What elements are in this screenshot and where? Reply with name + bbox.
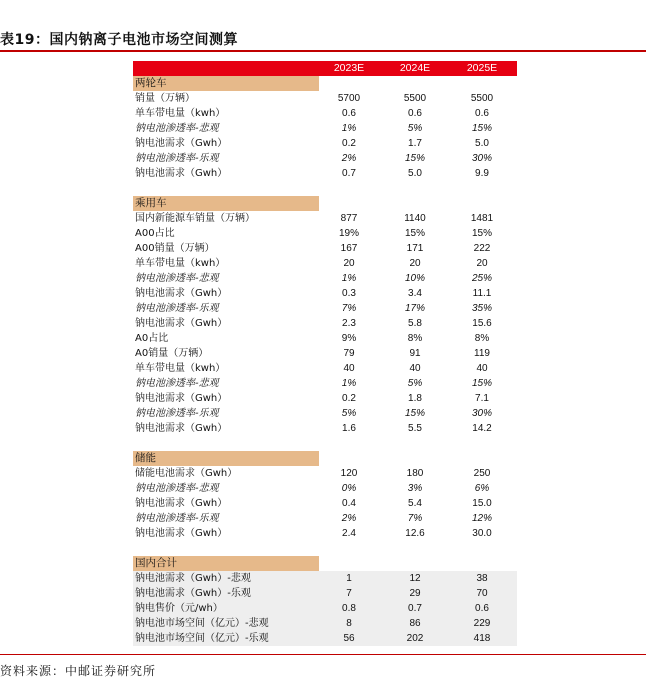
cell-value: 0.6 — [475, 603, 489, 614]
cell-value: 14.2 — [472, 423, 492, 434]
cell-value: 0.4 — [342, 498, 356, 509]
table-row — [133, 526, 517, 541]
cell-value: 17% — [404, 303, 425, 314]
cell-value: 0.6 — [475, 108, 489, 119]
cell-value: 20 — [409, 258, 421, 269]
cell-value: 12 — [409, 573, 421, 584]
cell-value: 2% — [341, 513, 357, 524]
cell-value: 11.1 — [472, 288, 492, 299]
table-row — [133, 241, 517, 256]
cell-value: 0.3 — [342, 288, 356, 299]
cell-value: 0.2 — [342, 393, 356, 404]
cell-value: 70 — [476, 588, 488, 599]
cell-value: 877 — [340, 213, 358, 224]
column-header-2025e: 2025E — [466, 62, 498, 74]
table-row — [133, 631, 517, 646]
cell-value: 25% — [471, 273, 492, 284]
cell-value: 0% — [341, 483, 357, 494]
row-label: 钠电池需求（Gwh） — [135, 138, 228, 149]
table-row — [133, 481, 517, 496]
cell-value: 86 — [409, 618, 421, 629]
table-row — [133, 166, 517, 181]
cell-value: 79 — [343, 348, 355, 359]
cell-value: 7% — [407, 513, 423, 524]
cell-value: 2.4 — [342, 528, 356, 539]
cell-value: 15% — [471, 228, 492, 239]
table-row — [133, 511, 517, 526]
table-row — [133, 601, 517, 616]
cell-value: 2% — [341, 153, 357, 164]
table-row — [133, 226, 517, 241]
cell-value: 15% — [471, 123, 492, 134]
section-spacer — [133, 181, 517, 196]
section-label: 乘用车 — [133, 196, 319, 211]
cell-value: 8 — [346, 618, 352, 629]
row-label: 储能电池需求（Gwh） — [135, 468, 238, 479]
cell-value: 1.6 — [342, 423, 356, 434]
cell-value: 30.0 — [472, 528, 492, 539]
table-row — [133, 91, 517, 106]
row-label: 钠电池需求（Gwh） — [135, 168, 228, 179]
cell-value: 5% — [407, 378, 423, 389]
row-label: 钠电池渗透率-乐观 — [135, 153, 219, 164]
table-row — [133, 151, 517, 166]
table-row — [133, 316, 517, 331]
section-spacer — [133, 436, 517, 451]
cell-value: 1.8 — [408, 393, 422, 404]
table-row — [133, 376, 517, 391]
cell-value: 180 — [406, 468, 424, 479]
cell-value: 0.2 — [342, 138, 356, 149]
table-row — [133, 256, 517, 271]
section-label: 国内合计 — [133, 556, 319, 571]
cell-value: 12% — [471, 513, 492, 524]
row-label: 钠电池需求（Gwh） — [135, 393, 228, 404]
cell-value: 229 — [473, 618, 491, 629]
row-label: 销量（万辆） — [135, 93, 195, 104]
cell-value: 0.7 — [342, 168, 356, 179]
row-label: 钠电池需求（Gwh）-乐观 — [135, 588, 251, 599]
section-label: 储能 — [133, 451, 319, 466]
cell-value: 2.3 — [342, 318, 356, 329]
row-label: A0占比 — [135, 333, 169, 344]
cell-value: 1140 — [404, 213, 426, 224]
table-row — [133, 211, 517, 226]
bottom-divider — [0, 654, 646, 655]
row-label: A00占比 — [135, 228, 175, 239]
cell-value: 5.0 — [475, 138, 489, 149]
cell-value: 418 — [473, 633, 491, 644]
cell-value: 167 — [340, 243, 358, 254]
table-row — [133, 106, 517, 121]
cell-value: 1481 — [470, 213, 494, 224]
row-label: 钠电池需求（Gwh） — [135, 498, 228, 509]
row-label: 钠电池渗透率-悲观 — [135, 378, 219, 389]
cell-value: 12.6 — [405, 528, 425, 539]
table-row — [133, 361, 517, 376]
cell-value: 5% — [407, 123, 423, 134]
cell-value: 1% — [341, 378, 357, 389]
row-label: A00销量（万辆） — [135, 243, 215, 254]
table-title-bar — [0, 26, 646, 52]
cell-value: 202 — [406, 633, 424, 644]
cell-value: 119 — [474, 348, 490, 359]
cell-value: 5.4 — [408, 498, 422, 509]
cell-value: 40 — [343, 363, 355, 374]
row-label: 钠电池渗透率-乐观 — [135, 513, 219, 524]
row-label: 钠电池需求（Gwh） — [135, 423, 228, 434]
cell-value: 20 — [476, 258, 488, 269]
cell-value: 35% — [471, 303, 492, 314]
cell-value: 5.8 — [408, 318, 422, 329]
cell-value: 15.6 — [472, 318, 492, 329]
cell-value: 5% — [341, 408, 357, 419]
table-row — [133, 346, 517, 361]
cell-value: 0.8 — [342, 603, 356, 614]
cell-value: 1% — [341, 123, 357, 134]
row-label: 钠电池渗透率-悲观 — [135, 123, 219, 134]
title-divider — [0, 50, 646, 52]
table-title: 表19：国内钠离子电池市场空间测算 — [0, 32, 238, 48]
cell-value: 1% — [341, 273, 357, 284]
row-label: 钠电售价（元/wh） — [135, 603, 223, 614]
cell-value: 5500 — [470, 93, 494, 104]
cell-value: 7 — [346, 588, 352, 599]
row-label: 钠电池渗透率-乐观 — [135, 303, 219, 314]
cell-value: 1 — [346, 573, 352, 584]
row-label: 钠电池渗透率-悲观 — [135, 483, 219, 494]
row-label: 钠电池渗透率-乐观 — [135, 408, 219, 419]
cell-value: 1.7 — [408, 138, 422, 149]
cell-value: 15% — [404, 153, 425, 164]
cell-value: 38 — [476, 573, 488, 584]
cell-value: 10% — [404, 273, 425, 284]
cell-value: 8% — [474, 333, 490, 344]
row-label: 钠电池市场空间（亿元）-悲观 — [135, 618, 269, 629]
cell-value: 19% — [338, 228, 359, 239]
cell-value: 30% — [471, 153, 492, 164]
data-table — [133, 61, 517, 646]
cell-value: 15% — [471, 378, 492, 389]
table-row — [133, 466, 517, 481]
cell-value: 6% — [474, 483, 490, 494]
cell-value: 3% — [407, 483, 423, 494]
cell-value: 40 — [409, 363, 421, 374]
table-row — [133, 406, 517, 421]
cell-value: 40 — [476, 363, 488, 374]
row-label: 钠电池需求（Gwh） — [135, 288, 228, 299]
table-row — [133, 286, 517, 301]
cell-value: 9.9 — [475, 168, 489, 179]
cell-value: 30% — [471, 408, 492, 419]
table-row — [133, 331, 517, 346]
row-label: A0销量（万辆） — [135, 348, 209, 359]
column-header-2023e: 2023E — [333, 62, 365, 74]
row-label: 钠电池需求（Gwh） — [135, 528, 228, 539]
row-label: 钠电池需求（Gwh）-悲观 — [135, 573, 251, 584]
cell-value: 0.6 — [342, 108, 356, 119]
row-label: 钠电池渗透率-悲观 — [135, 273, 219, 284]
table-row — [133, 496, 517, 511]
cell-value: 222 — [473, 243, 491, 254]
cell-value: 3.4 — [408, 288, 422, 299]
table-row — [133, 616, 517, 631]
cell-value: 5.0 — [408, 168, 422, 179]
cell-value: 8% — [407, 333, 423, 344]
row-label: 单车带电量（kwh） — [135, 258, 226, 269]
cell-value: 0.6 — [408, 108, 422, 119]
cell-value: 15.0 — [472, 498, 492, 509]
cell-value: 91 — [409, 348, 421, 359]
cell-value: 5500 — [403, 93, 427, 104]
table-row — [133, 121, 517, 136]
cell-value: 7.1 — [475, 393, 489, 404]
table-row — [133, 301, 517, 316]
row-label: 国内新能源车销量（万辆） — [135, 213, 255, 224]
row-label: 单车带电量（kwh） — [135, 108, 226, 119]
cell-value: 29 — [409, 588, 421, 599]
cell-value: 250 — [473, 468, 491, 479]
section-spacer — [133, 541, 517, 556]
cell-value: 171 — [406, 243, 424, 254]
row-label: 单车带电量（kwh） — [135, 363, 226, 374]
cell-value: 120 — [340, 468, 358, 479]
column-header-2024e: 2024E — [399, 62, 431, 74]
table-row — [133, 586, 517, 601]
cell-value: 0.7 — [408, 603, 422, 614]
cell-value: 20 — [343, 258, 355, 269]
cell-value: 5700 — [337, 93, 361, 104]
table-row — [133, 271, 517, 286]
table-header — [133, 61, 517, 76]
section-label: 两轮车 — [133, 76, 319, 91]
cell-value: 7% — [341, 303, 357, 314]
source-note: 资料来源：中邮证券研究所 — [0, 664, 157, 678]
row-label: 钠电池需求（Gwh） — [135, 318, 228, 329]
cell-value: 15% — [404, 228, 425, 239]
table-row — [133, 571, 517, 586]
row-label: 钠电池市场空间（亿元）-乐观 — [135, 633, 269, 644]
table-row — [133, 421, 517, 436]
cell-value: 9% — [341, 333, 357, 344]
cell-value: 5.5 — [408, 423, 422, 434]
cell-value: 15% — [404, 408, 425, 419]
table-row — [133, 136, 517, 151]
table-row — [133, 391, 517, 406]
cell-value: 56 — [343, 633, 355, 644]
